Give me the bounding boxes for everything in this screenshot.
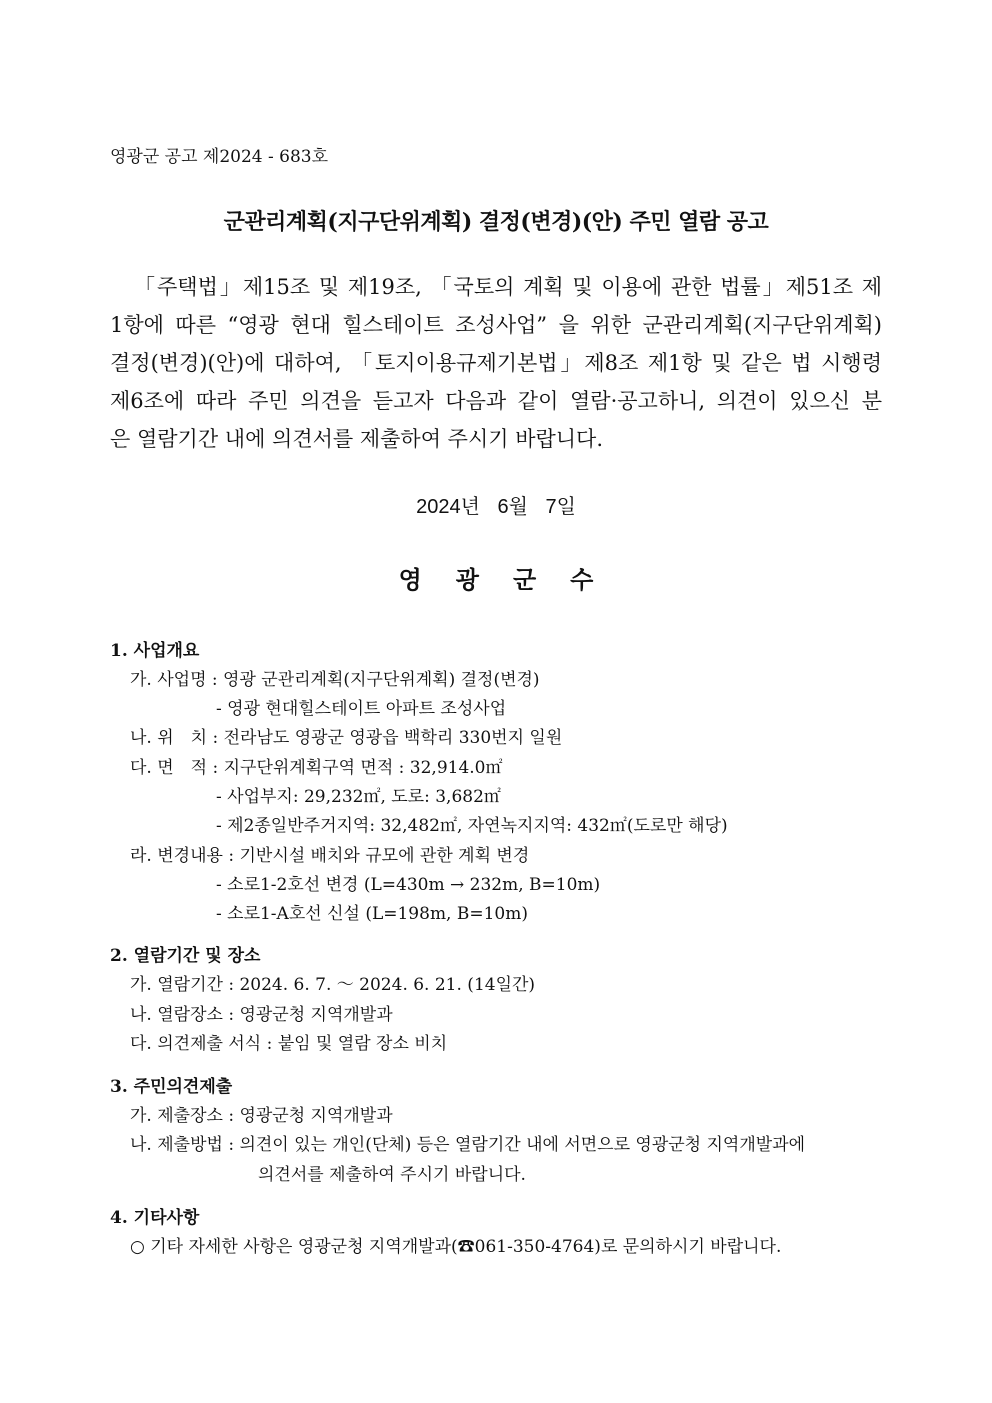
area-label: 다. 면 적 : (130, 758, 219, 778)
project-name-value: 영광 군관리계획(지구단위계획) 결정(변경) (223, 670, 540, 690)
place-row: 나. 열람장소 : 영광군청 지역개발과 (130, 1005, 393, 1025)
form-row: 다. 의견제출 서식 : 붙임 및 열람 장소 비치 (130, 1034, 448, 1054)
notice-date: 2024년 6월 7일 (416, 496, 576, 518)
change-label: 라. 변경내용 : (130, 846, 235, 866)
document-title: 군관리계획(지구단위계획) 결정(변경)(안) 주민 열람 공고 (223, 209, 769, 235)
period-row: 가. 열람기간 : 2024. 6. 7. ～ 2024. 6. 21. (14일간) (130, 975, 536, 995)
area-value: 지구단위계획구역 면적 : 32,914.0㎡ (223, 758, 503, 778)
change-value: 기반시설 배치와 규모에 관한 계획 변경 (239, 846, 530, 866)
submit-place-row: 가. 제출장소 : 영광군청 지역개발과 (130, 1106, 393, 1126)
body-line: 1항에 따른 “영광 현대 힐스테이트 조성사업” 을 위한 군관리계획(지구단위계획) (110, 313, 882, 337)
section-heading-overview: 1. 사업개요 (110, 641, 200, 661)
body-line: 은 열람기간 내에 의견서를 제출하여 주시기 바랍니다. (110, 427, 604, 451)
area-row (130, 753, 503, 778)
issuer-name: 영광군수 (398, 565, 628, 594)
area-sub-1: - 사업부지: 29,232㎡, 도로: 3,682㎡ (216, 787, 501, 807)
misc-item: ○ 기타 자세한 사항은 영광군청 지역개발과(☎061-350-4764)로 문의하시기 바랍니다. (130, 1237, 782, 1257)
location-label: 나. 위 치 : (130, 728, 219, 748)
submit-method-row: 나. 제출방법 : 의견이 있는 개인(단체) 등은 열람기간 내에 서면으로 영광군청 지역개발과에 (130, 1135, 806, 1155)
body-line: 「주택법」제15조 및 제19조, 「국토의 계획 및 이용에 관한 법률」제51조 제 (134, 275, 882, 299)
section-heading-period: 2. 열람기간 및 장소 (110, 946, 261, 966)
project-name-label: 가. 사업명 : (130, 670, 218, 690)
change-row (130, 841, 529, 866)
project-name-sub: - 영광 현대힐스테이트 아파트 조성사업 (216, 699, 507, 719)
notice-number: 영광군 공고 제2024 - 683호 (110, 147, 329, 167)
location-value: 전라남도 영광군 영광읍 백학리 330번지 일원 (223, 728, 563, 748)
change-sub-2: - 소로1-A호선 신설 (L=198m, B=10m) (216, 904, 528, 924)
body-line: 결정(변경)(안)에 대하여, 「토지이용규제기본법」제8조 제1항 및 같은 법 시행령 (110, 351, 882, 375)
section-heading-opinion: 3. 주민의견제출 (110, 1077, 233, 1097)
area-sub-2: - 제2종일반주거지역: 32,482㎡, 자연녹지지역: 432㎡(도로만 해당) (216, 816, 728, 836)
project-name-row (130, 665, 540, 690)
section-heading-misc: 4. 기타사항 (110, 1208, 200, 1228)
body-paragraph (110, 268, 882, 458)
change-sub-1: - 소로1-2호선 변경 (L=430m → 232m, B=10m) (216, 875, 601, 895)
location-row (130, 723, 562, 748)
submit-method-cont: 의견서를 제출하여 주시기 바랍니다. (258, 1165, 526, 1185)
body-line: 제6조에 따라 주민 의견을 듣고자 다음과 같이 열람·공고하니, 의견이 있으신 분 (110, 389, 882, 413)
